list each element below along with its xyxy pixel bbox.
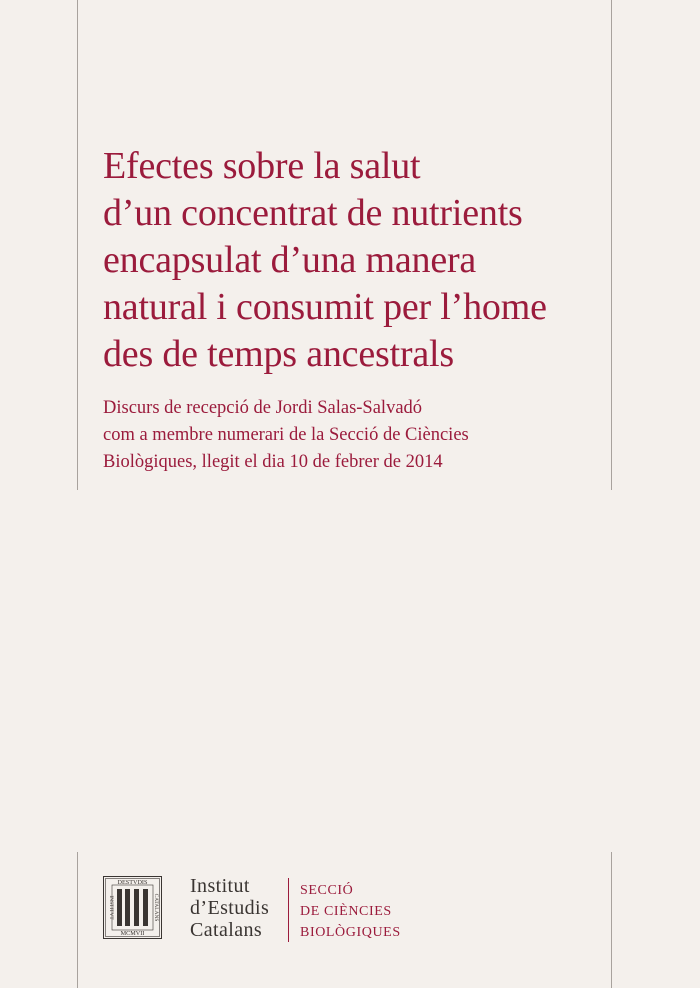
subtitle-line: Discurs de recepció de Jordi Salas-Salvadó <box>103 398 423 418</box>
logo-text-right: CATALANS <box>153 893 159 922</box>
subtitle-line: com a membre numerari de la Secció de Ciències <box>103 425 469 445</box>
book-subtitle <box>103 395 603 476</box>
section-name <box>300 880 401 943</box>
logo-text-bottom: MCMVII <box>120 930 145 937</box>
left-margin-rule-top <box>77 0 78 490</box>
title-line: encapsulat d’una manera <box>103 239 477 281</box>
logo-text-top: DESTVDIS <box>117 879 148 886</box>
left-margin-rule-bottom <box>77 852 78 988</box>
section-name-line: DE CIÈNCIES <box>300 904 392 919</box>
publisher-separator <box>288 878 289 942</box>
right-margin-rule-top <box>611 0 612 490</box>
section-name-line: BIOLÒGIQUES <box>300 925 401 940</box>
title-line: natural i consumit per l’home <box>103 286 547 328</box>
logo-text-left: INSTITVT <box>108 895 115 920</box>
publisher-name-line: Institut <box>190 875 250 897</box>
publisher-name-line: d’Estudis <box>190 897 270 919</box>
book-title <box>103 143 603 378</box>
title-line: des de temps ancestrals <box>103 333 455 375</box>
section-name-line: SECCIÓ <box>300 883 354 898</box>
publisher-name-line: Catalans <box>190 919 263 941</box>
publisher-name <box>190 875 269 941</box>
subtitle-line: Biològiques, llegit el dia 10 de febrer de 2014 <box>103 452 443 472</box>
title-line: d’un concentrat de nutrients <box>103 192 523 234</box>
iec-seal-logo <box>103 876 162 939</box>
title-line: Efectes sobre la salut <box>103 145 421 187</box>
right-margin-rule-bottom <box>611 852 612 988</box>
